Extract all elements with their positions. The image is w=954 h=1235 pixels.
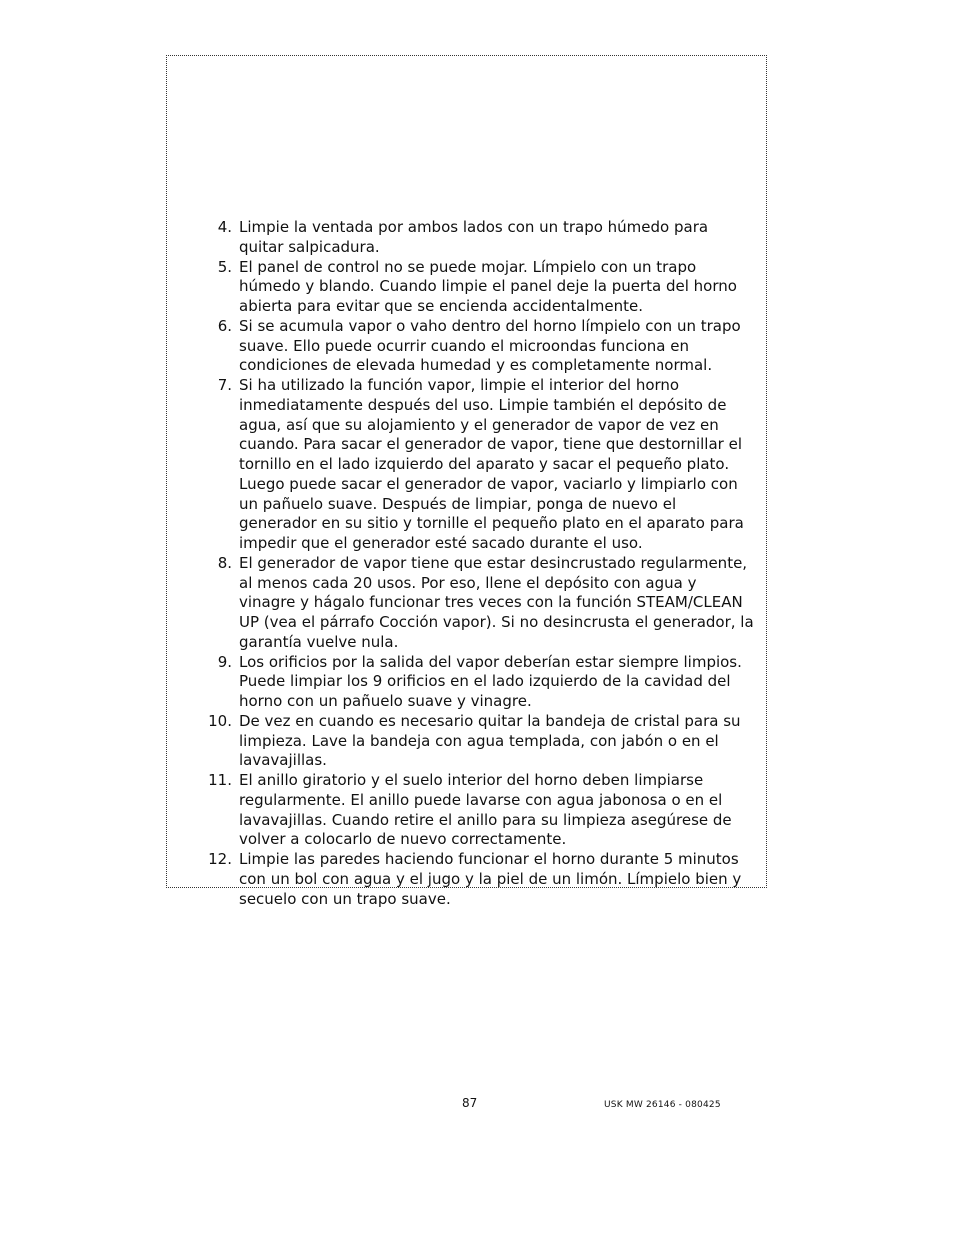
cleaning-instructions-list bbox=[200, 218, 756, 909]
list-item bbox=[200, 712, 756, 771]
page-number: 87 bbox=[462, 1096, 478, 1110]
list-item bbox=[200, 850, 756, 909]
list-item-number: 9. bbox=[217, 652, 232, 671]
list-item-number: 4. bbox=[217, 218, 232, 236]
list-item-number: 7. bbox=[217, 376, 232, 394]
list-item bbox=[200, 554, 756, 653]
list-item bbox=[200, 653, 756, 712]
list-item bbox=[200, 771, 756, 850]
list-item-text: De vez en cuando es necesario quitar la bandeja de cristal para su limpieza. Lave la bandeja con agua templada, con jabón o en el lavavajillas. bbox=[239, 711, 741, 770]
list-item-text: Si ha utilizado la función vapor, limpie el interior del horno inmediatamente después del uso. Limpie también el depósito de agua, así que su alojamiento y el generador de vapor de vez en cuando. Para sacar el generador de vapor, tiene que destornillar el tornillo en el lado izquierdo del aparato y sacar el pequeño plato. Luego puede sacar el generador de vapor, vaciarlo y limpiarlo con un pañuelo suave. Después de limpiar, ponga de nuevo el generador en su sitio y tornille el pequeño plato en el aparato para impedir que el generador esté sacado durante el uso. bbox=[239, 376, 744, 552]
list-item-number: 12. bbox=[208, 850, 232, 868]
list-item-number: 10. bbox=[208, 711, 232, 730]
list-item bbox=[200, 258, 756, 317]
list-item-text: Limpie las paredes haciendo funcionar el horno durante 5 minutos con un bol con agua y el jugo y la piel de un limón. Límpielo bien y secuelo con un trapo suave. bbox=[239, 850, 742, 908]
document-code: USK MW 26146 - 080425 bbox=[604, 1100, 721, 1110]
list-item bbox=[200, 317, 756, 376]
list-item-text: El panel de control no se puede mojar. Límpielo con un trapo húmedo y blando. Cuando limpie el panel deje la puerta del horno abierta para evitar que se encienda accidentalmente. bbox=[239, 257, 737, 315]
list-item-text: El generador de vapor tiene que estar desincrustado regularmente, al menos cada 20 usos. Por eso, llene el depósito con agua y vinagre y hágalo funcionar tres veces con la función STEAM/CLEAN UP (vea el párrafo Cocción vapor). Si no desincrusta el generador, la garantía vuelve nula. bbox=[239, 553, 754, 651]
list-item bbox=[200, 376, 756, 554]
list-item-text: Si se acumula vapor o vaho dentro del horno límpielo con un trapo suave. Ello puede ocurrir cuando el microondas funciona en condiciones de elevada humedad y es completamente normal. bbox=[239, 316, 741, 375]
list-item-number: 8. bbox=[217, 553, 232, 572]
list-item bbox=[200, 218, 756, 258]
list-item-text: Limpie la ventada por ambos lados con un trapo húmedo para quitar salpicadura. bbox=[239, 218, 709, 256]
list-item-number: 5. bbox=[217, 257, 232, 276]
list-item-text: El anillo giratorio y el suelo interior del horno deben limpiarse regularmente. El anillo puede lavarse con agua jabonosa o en el lavavajillas. Cuando retire el anillo para su limpieza asegúrese de volver a colocarlo de nuevo correctamente. bbox=[239, 771, 732, 849]
list-item-text: Los orificios por la salida del vapor deberían estar siempre limpios. Puede limpiar los 9 orificios en el lado izquierdo de la cavidad del horno con un pañuelo suave y vinagre. bbox=[239, 652, 742, 710]
list-item-number: 6. bbox=[217, 316, 232, 335]
list-item-number: 11. bbox=[208, 771, 232, 789]
